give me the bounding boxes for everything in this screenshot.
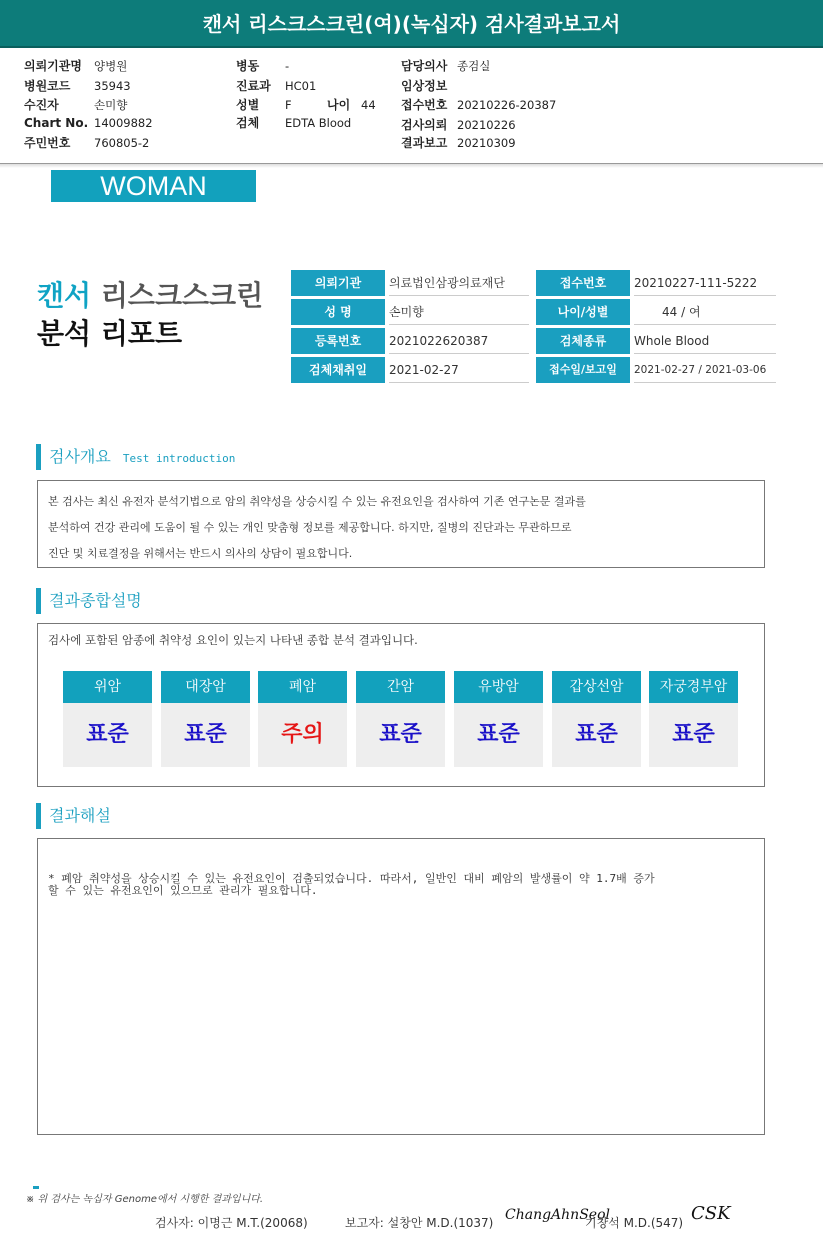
director-signature-line: 기창석 M.D.(547) bbox=[585, 1216, 684, 1230]
interpretation-title: 결과해설 bbox=[49, 806, 111, 825]
sex-age-row bbox=[236, 96, 376, 113]
footer-note: ※ 위 검사는 녹십자 Genome에서 시행한 결과입니다. bbox=[26, 1194, 264, 1205]
chart-no-value: 14009882 bbox=[94, 116, 153, 130]
request-date-row bbox=[401, 116, 516, 133]
cancer-result: 표준 bbox=[161, 703, 250, 767]
clinical-info-label: 임상정보 bbox=[401, 79, 448, 93]
info-value-specimen-type: Whole Blood bbox=[634, 328, 776, 354]
cancer-card bbox=[552, 671, 641, 767]
patient-value: 손미향 bbox=[94, 98, 128, 112]
cancer-card bbox=[649, 671, 738, 767]
cancer-result: 표준 bbox=[454, 703, 543, 767]
patient-header bbox=[0, 52, 823, 164]
doctor-row bbox=[401, 57, 490, 74]
info-value-registration: 2021022620387 bbox=[389, 328, 529, 354]
specimen-row bbox=[236, 114, 351, 131]
resident-no-label: 주민번호 bbox=[24, 136, 71, 150]
cancer-card bbox=[454, 671, 543, 767]
intro-text bbox=[38, 481, 764, 575]
info-label-name: 성 명 bbox=[291, 299, 385, 325]
receipt-no-label: 접수번호 bbox=[401, 98, 448, 112]
patient-row bbox=[24, 96, 127, 113]
sex-value: F bbox=[285, 98, 292, 112]
cancer-result: 표준 bbox=[63, 703, 152, 767]
report-title-line2: 분석 리포트 bbox=[37, 317, 182, 350]
intro-box bbox=[37, 480, 765, 568]
sex-label: 성별 bbox=[236, 98, 260, 112]
department-row bbox=[236, 77, 316, 94]
summary-section-header bbox=[36, 588, 142, 614]
info-value-age-sex: 44 / 여 bbox=[634, 299, 776, 325]
info-value-name: 손미향 bbox=[389, 299, 529, 325]
info-label-collection-date: 검체채취일 bbox=[291, 357, 385, 383]
report-date-label: 결과보고 bbox=[401, 136, 448, 150]
info-label-registration: 등록번호 bbox=[291, 328, 385, 354]
receipt-no-row bbox=[401, 96, 556, 113]
specimen-label: 검체 bbox=[236, 116, 260, 130]
institution-value: 양병원 bbox=[94, 59, 128, 73]
intro-line: 본 검사는 최신 유전자 분석기법으로 암의 취약성을 상승시킬 수 있는 유전요인을 검사하여 기존 연구논문 결과를 bbox=[48, 495, 586, 508]
doctor-value: 종검실 bbox=[457, 59, 491, 73]
ward-label: 병동 bbox=[236, 59, 260, 73]
intro-line: 분석하여 건강 관리에 도움이 될 수 있는 개인 맞춤형 정보를 제공합니다. 하지만, 질병의 진단과는 무관하므로 bbox=[48, 521, 572, 534]
resident-no-row bbox=[24, 134, 149, 151]
intro-line: 진단 및 치료결정을 위해서는 반드시 의사의 상담이 필요합니다. bbox=[48, 547, 353, 560]
patient-label: 수진자 bbox=[24, 98, 59, 112]
cancer-card bbox=[258, 671, 347, 767]
header-divider bbox=[0, 164, 823, 168]
hospital-code-row bbox=[24, 77, 131, 94]
info-label-receipt: 접수번호 bbox=[536, 270, 630, 296]
footer-marker bbox=[33, 1186, 39, 1189]
director-signature: CSK bbox=[691, 1203, 731, 1224]
age-label: 나이 bbox=[327, 98, 351, 112]
report-date-value: 20210309 bbox=[457, 136, 516, 150]
doctor-label: 담당의사 bbox=[401, 59, 448, 73]
info-value-receipt: 20210227-111-5222 bbox=[634, 270, 776, 296]
cancer-result: 표준 bbox=[552, 703, 641, 767]
chart-no-row bbox=[24, 116, 153, 130]
info-label-institution: 의뢰기관 bbox=[291, 270, 385, 296]
resident-no-value: 760805-2 bbox=[94, 136, 150, 150]
info-label-dates: 접수일/보고일 bbox=[536, 357, 630, 383]
age-value: 44 bbox=[361, 98, 376, 112]
cancer-result: 표준 bbox=[649, 703, 738, 767]
interpretation-text bbox=[38, 839, 764, 897]
intro-subtitle: Test introduction bbox=[122, 452, 236, 465]
request-date-value: 20210226 bbox=[457, 118, 516, 132]
cancer-name: 자궁경부암 bbox=[649, 671, 738, 703]
report-title-line1 bbox=[37, 274, 263, 314]
department-label: 진료과 bbox=[236, 79, 271, 93]
cancer-card bbox=[161, 671, 250, 767]
intro-title: 검사개요 bbox=[49, 447, 111, 466]
ward-row bbox=[236, 57, 289, 74]
cancer-result: 표준 bbox=[356, 703, 445, 767]
info-value-dates: 2021-02-27 / 2021-03-06 bbox=[634, 357, 776, 383]
summary-text: 검사에 포함된 암종에 취약성 요인이 있는지 나타낸 종합 분석 결과입니다. bbox=[48, 633, 418, 647]
report-date-row bbox=[401, 134, 516, 151]
specimen-value: EDTA Blood bbox=[285, 116, 352, 130]
interpretation-line: * 폐암 취약성을 상승시킬 수 있는 유전요인이 검출되었습니다. 따라서, 일반인 대비 폐암의 발생률이 약 1.7배 증가 bbox=[48, 872, 655, 885]
cancer-name: 갑상선암 bbox=[552, 671, 641, 703]
ward-value: - bbox=[285, 59, 290, 73]
cancer-name: 간암 bbox=[356, 671, 445, 703]
report-title-part2: 리스크스크린 bbox=[100, 279, 264, 312]
cancer-card bbox=[356, 671, 445, 767]
interpretation-box bbox=[37, 838, 765, 1135]
info-value-collection-date: 2021-02-27 bbox=[389, 357, 529, 383]
woman-badge: WOMAN bbox=[51, 170, 256, 202]
interpretation-section-header bbox=[36, 803, 111, 829]
report-title-part1: 캔서 bbox=[37, 279, 92, 312]
interpretation-line: 할 수 있는 유전요인이 있으므로 관리가 필요합니다. bbox=[48, 884, 318, 897]
info-label-specimen-type: 검체종류 bbox=[536, 328, 630, 354]
cancer-card bbox=[63, 671, 152, 767]
cancer-result: 주의 bbox=[258, 703, 347, 767]
cancer-name: 대장암 bbox=[161, 671, 250, 703]
report-title-bar: 캔서 리스크스크린(여)(녹십자) 검사결과보고서 bbox=[0, 0, 823, 48]
tester-signature-line: 검사자: 이명근 M.T.(20068) bbox=[155, 1216, 308, 1230]
info-value-institution: 의료법인삼광의료재단 bbox=[389, 270, 529, 296]
clinical-info-row bbox=[401, 77, 457, 94]
intro-section-header bbox=[36, 444, 235, 470]
summary-title: 결과종합설명 bbox=[49, 591, 142, 610]
receipt-no-value: 20210226-20387 bbox=[457, 98, 557, 112]
department-value: HC01 bbox=[285, 79, 317, 93]
chart-no-label: Chart No. bbox=[24, 116, 89, 130]
reporter-signature-line: 보고자: 설창안 M.D.(1037) bbox=[345, 1216, 494, 1230]
request-date-label: 검사의뢰 bbox=[401, 118, 448, 132]
institution-row bbox=[24, 57, 127, 74]
cancer-name: 유방암 bbox=[454, 671, 543, 703]
institution-label: 의뢰기관명 bbox=[24, 59, 82, 73]
hospital-code-label: 병원코드 bbox=[24, 79, 71, 93]
cancer-name: 폐암 bbox=[258, 671, 347, 703]
info-label-age-sex: 나이/성별 bbox=[536, 299, 630, 325]
reporter-signature: ChangAhnSeol bbox=[505, 1207, 610, 1223]
hospital-code-value: 35943 bbox=[94, 79, 131, 93]
cancer-name: 위암 bbox=[63, 671, 152, 703]
